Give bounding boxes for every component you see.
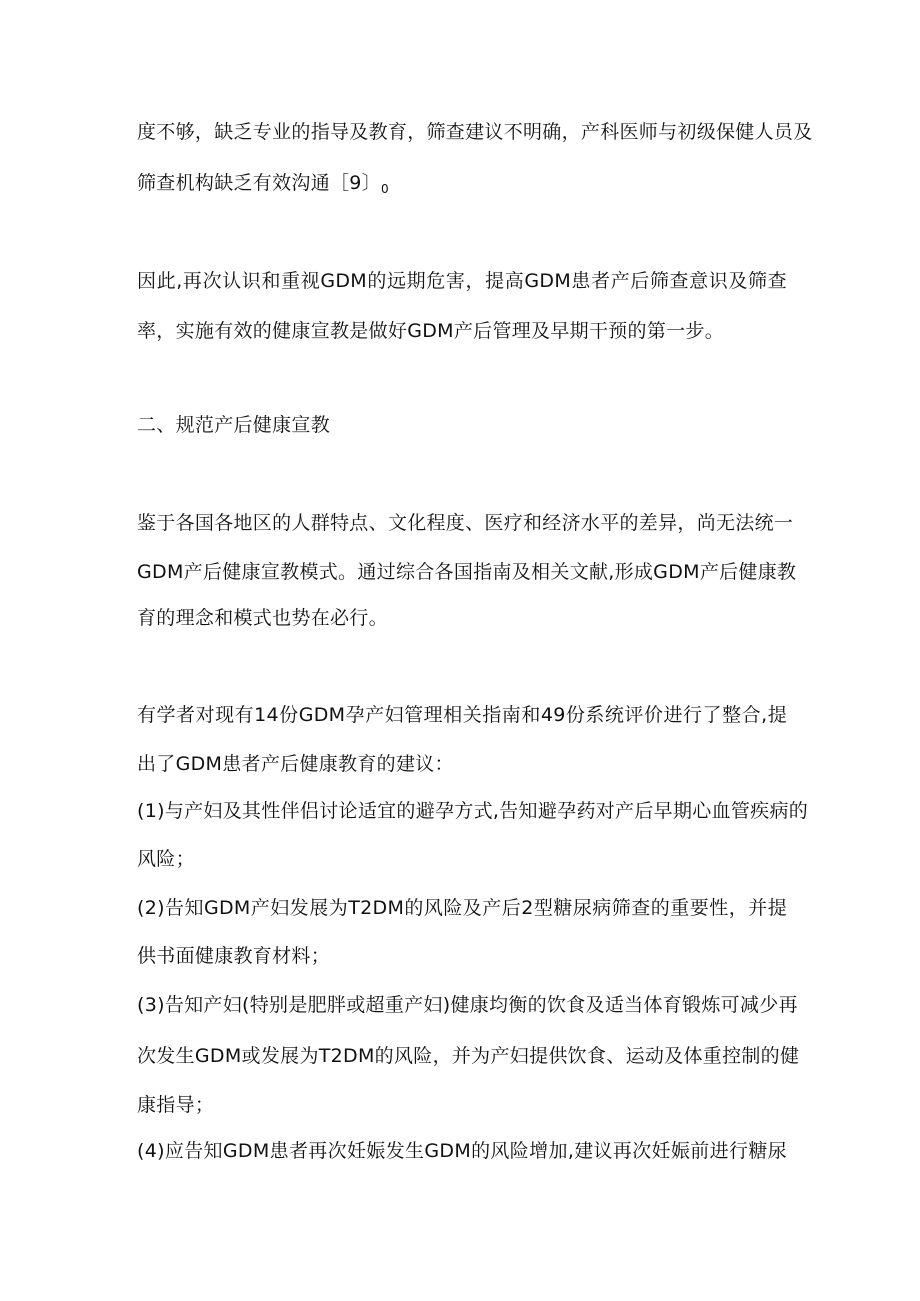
paragraph-2-line-1: 因此,再次认识和重视GDM的远期危害，提高GDM患者产后筛查意识及筛查 — [137, 270, 787, 292]
item-3-line-2: 次发生GDM或发展为T2DM的风险，并为产妇提供饮食、运动及体重控制的健 — [137, 1045, 800, 1067]
paragraph-4-line-2: 出了GDM患者产后健康教育的建议： — [137, 753, 454, 775]
paragraph-1-line-2-text: 筛查机构缺乏有效沟通［9〕 — [137, 172, 381, 194]
paragraph-1-line-1: 度不够，缺乏专业的指导及教育，筛查建议不明确，产科医师与初级保健人员及 — [137, 121, 813, 143]
paragraph-3-line-2: GDM产后健康宣教模式。通过综合各国指南及相关文献,形成GDM产后健康教 — [137, 561, 797, 583]
paragraph-1-line-2 — [137, 171, 787, 201]
paragraph-4-line-1: 有学者对现有14份GDM孕产妇管理相关指南和49份系统评价进行了整合,提 — [137, 704, 787, 726]
item-4-line-1: (4)应告知GDM患者再次妊娠发生GDM的风险增加,建议再次妊娠前进行糖尿 — [137, 1140, 787, 1162]
paragraph-3-line-1: 鉴于各国各地区的人群特点、文化程度、医疗和经济水平的差异，尚无法统一 — [137, 512, 794, 534]
item-1-line-2: 风险； — [137, 848, 195, 870]
paragraph-3-line-3: 育的理念和模式也势在必行。 — [137, 607, 388, 629]
section-heading: 二、规范产后健康宣教 — [137, 414, 331, 436]
paragraph-2-line-2: 率，实施有效的健康宣教是做好GDM产后管理及早期干预的第一步。 — [137, 320, 725, 342]
item-3-line-3: 康指导； — [137, 1094, 215, 1116]
item-2-line-1: (2)告知GDM产妇发展为T2DM的风险及产后2型糖尿病筛查的重要性，并提 — [137, 897, 787, 919]
paragraph-1-line-2-sub: 0 — [381, 182, 389, 196]
item-3-line-1: (3)告知产妇(特别是肥胖或超重产妇)健康均衡的饮食及适当体育锻炼可减少再 — [137, 994, 798, 1016]
item-1-line-1: (1)与产妇及其性伴侣讨论适宜的避孕方式,告知避孕药对产后早期心血管疾病的 — [137, 800, 809, 822]
item-2-line-2: 供书面健康教育材料； — [137, 945, 331, 967]
